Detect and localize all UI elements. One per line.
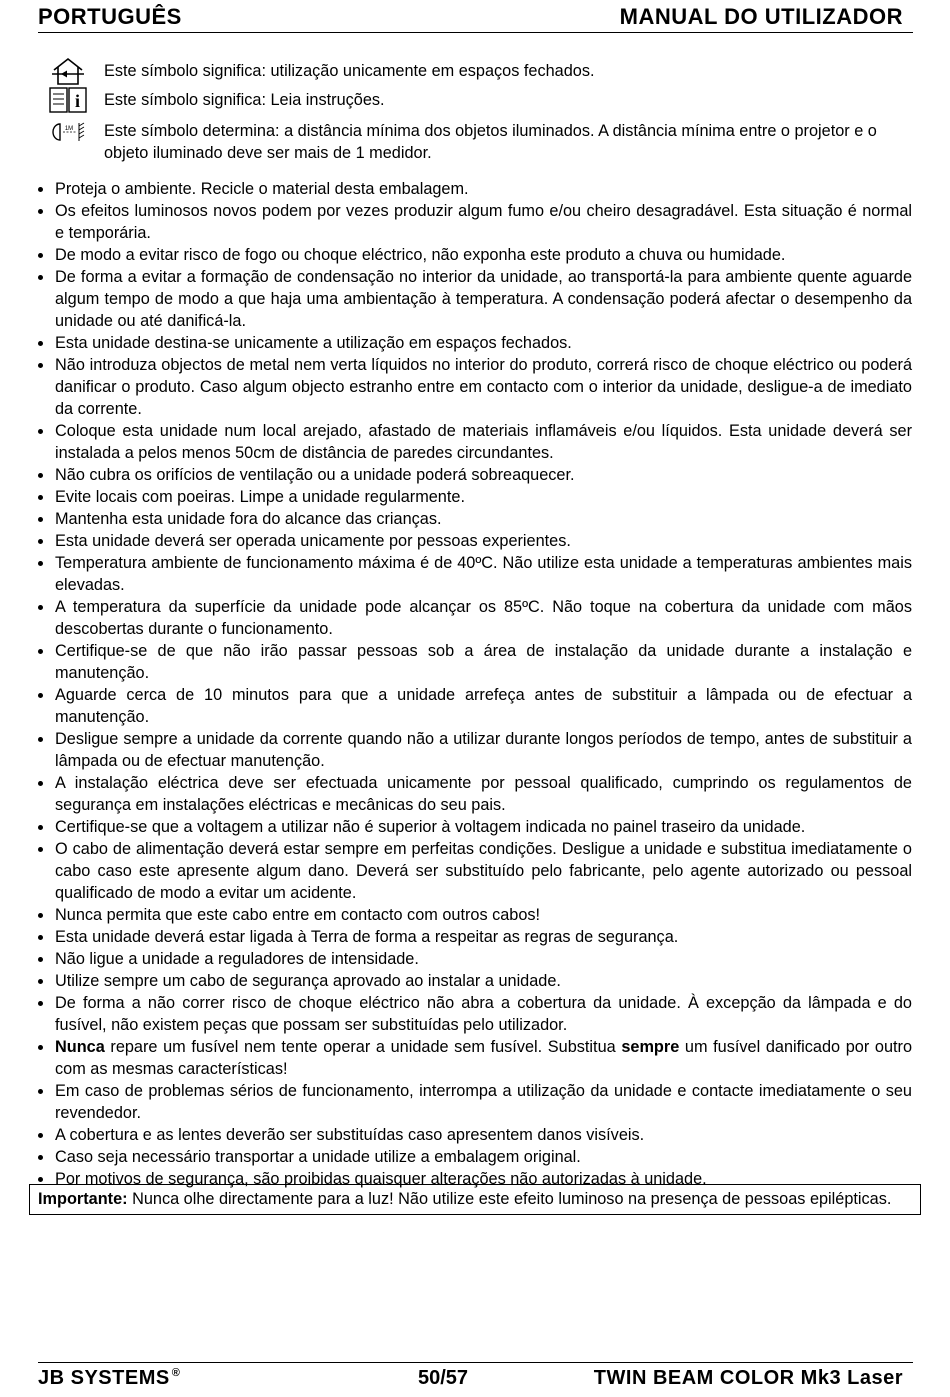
list-item: Os efeitos luminosos novos podem por vezes produzir algum fumo e/ou cheiro desagradável. Esta situação é normal e temporária. xyxy=(36,200,912,244)
page-footer xyxy=(38,1362,913,1397)
brand-name: JB SYSTEMS xyxy=(38,1367,170,1389)
list-item: A cobertura e as lentes deverão ser substituídas caso apresentem danos visíveis. xyxy=(36,1124,912,1146)
important-notice-box xyxy=(29,1184,921,1215)
list-item: O cabo de alimentação deverá estar sempre em perfeitas condições. Desligue a unidade e substitua imediatamente o cabo caso este apresente algum dano. Deverá ser substituído pelo fabricante, pelo agente autorizado ou pessoal qualificado de modo a evitar um acidente. xyxy=(36,838,912,904)
symbol-row-instructions xyxy=(44,89,914,120)
list-item: Temperatura ambiente de funcionamento máxima é de 40ºC. Não utilize esta unidade a temperaturas ambientes mais elevadas. xyxy=(36,552,912,596)
body-text: um fusível danificado por outro com as mesmas características! xyxy=(55,1038,912,1078)
list-item: A temperatura da superfície da unidade pode alcançar os 85ºC. Não toque na cobertura da unidade com mãos descobertas durante o funcionamento. xyxy=(36,596,912,640)
minimum-distance-icon xyxy=(48,116,90,148)
header-document-title: MANUAL DO UTILIZADOR xyxy=(619,4,903,29)
list-item: A instalação eléctrica deve ser efectuada unicamente por pessoal qualificado, cumprindo os regulamentos de segurança em instalações eléctricas e mecânicas do seu pais. xyxy=(36,772,912,816)
important-label: Importante: xyxy=(38,1190,128,1208)
body-text: repare um fusível nem tente operar a unidade sem fusível. Substitua xyxy=(104,1038,622,1056)
list-item: Desligue sempre a unidade da corrente quando não a utilizar durante longos períodos de tempo, antes de substituir a lâmpada ou de efectuar manutenção. xyxy=(36,728,912,772)
page-number: 50/57 xyxy=(418,1367,469,1389)
distance-label: 1M xyxy=(64,126,74,132)
page-header xyxy=(38,2,913,33)
list-item: Evite locais com poeiras. Limpe a unidade regularmente. xyxy=(36,486,912,508)
list-item: Aguarde cerca de 10 minutos para que a unidade arrefeça antes de substituir a lâmpada ou de efectuar a manutenção. xyxy=(36,684,912,728)
list-item: Em caso de problemas sérios de funcionamento, interrompa a utilização da unidade e contacte imediatamente o seu revendedor. xyxy=(36,1080,912,1124)
list-item: De forma a evitar a formação de condensação no interior da unidade, ao transportá-la para ambiente quente aguarde algum tempo de modo a que haja uma ambientação à temperatura. A condensação poderá afectar o desempenho da unidade ou até danificá-la. xyxy=(36,266,912,332)
list-item: Não ligue a unidade a reguladores de intensidade. xyxy=(36,948,912,970)
list-item: Utilize sempre um cabo de segurança aprovado ao instalar a unidade. xyxy=(36,970,912,992)
symbol-legend xyxy=(44,60,914,164)
list-item: Certifique-se que a voltagem a utilizar não é superior à voltagem indicada no painel traseiro da unidade. xyxy=(36,816,912,838)
registered-mark: ® xyxy=(171,1367,181,1379)
list-item: Esta unidade deverá ser operada unicamente por pessoas experientes. xyxy=(36,530,912,552)
list-item: De forma a não correr risco de choque eléctrico não abra a cobertura da unidade. À excepção da lâmpada e do fusível, não existem peças que possam ser substituídas pelo utilizador. xyxy=(36,992,912,1036)
list-item: Certifique-se de que não irão passar pessoas sob a área de instalação da unidade durante a instalação e manutenção. xyxy=(36,640,912,684)
footer-model: TWIN BEAM COLOR Mk3 Laser xyxy=(593,1367,903,1389)
symbol-text: Este símbolo determina: a distância mínima dos objetos iluminados. A distância mínima entre o projetor e o objeto iluminado deve ser mais de 1 medidor. xyxy=(104,122,877,162)
list-item: Não introduza objectos de metal nem verta líquidos no interior do produto, correrá risco de choque eléctrico ou poderá danificar o produto. Caso algum objecto estranho entre em contacto com o interior da unidade, desligue-a de imediato da corrente. xyxy=(36,354,912,420)
list-item: De modo a evitar risco de fogo ou choque eléctrico, não exponha este produto a chuva ou humidade. xyxy=(36,244,912,266)
svg-text:i: i xyxy=(74,91,81,111)
symbol-text: Este símbolo significa: utilização unicamente em espaços fechados. xyxy=(104,62,595,80)
list-item: Esta unidade destina-se unicamente a utilização em espaços fechados. xyxy=(36,332,912,354)
list-item: Esta unidade deverá estar ligada à Terra de forma a respeitar as regras de segurança. xyxy=(36,926,912,948)
footer-brand xyxy=(38,1367,180,1390)
symbol-row-indoor xyxy=(44,60,914,89)
symbol-text: Este símbolo significa: Leia instruções. xyxy=(104,91,385,109)
emphasis-text: sempre xyxy=(621,1038,680,1056)
header-language: PORTUGUÊS xyxy=(38,4,182,29)
indoor-use-icon xyxy=(48,56,90,88)
list-item: Mantenha esta unidade fora do alcance das crianças. xyxy=(36,508,912,530)
list-item: Coloque esta unidade num local arejado, afastado de materiais inflamáveis e/ou líquidos. Esta unidade deverá ser instalada a pelos menos 50cm de distância de paredes circundantes. xyxy=(36,420,912,464)
list-item: Proteja o ambiente. Recicle o material desta embalagem. xyxy=(36,178,912,200)
list-item-fuse xyxy=(36,1036,912,1080)
read-instructions-icon xyxy=(48,85,90,117)
emphasis-text: Nunca xyxy=(55,1038,105,1056)
important-text: Nunca olhe directamente para a luz! Não utilize este efeito luminoso na presença de pessoas epilépticas. xyxy=(127,1190,892,1208)
list-item: Nunca permita que este cabo entre em contacto com outros cabos! xyxy=(36,904,912,926)
list-item: Não cubra os orifícios de ventilação ou a unidade poderá sobreaquecer. xyxy=(36,464,912,486)
list-item: Caso seja necessário transportar a unidade utilize a embalagem original. xyxy=(36,1146,912,1168)
safety-instructions-list xyxy=(36,178,912,1190)
symbol-row-distance xyxy=(44,120,914,164)
list-item: Por motivos de segurança, são proibidas quaisquer alterações não autorizadas à unidade. xyxy=(36,1168,912,1190)
